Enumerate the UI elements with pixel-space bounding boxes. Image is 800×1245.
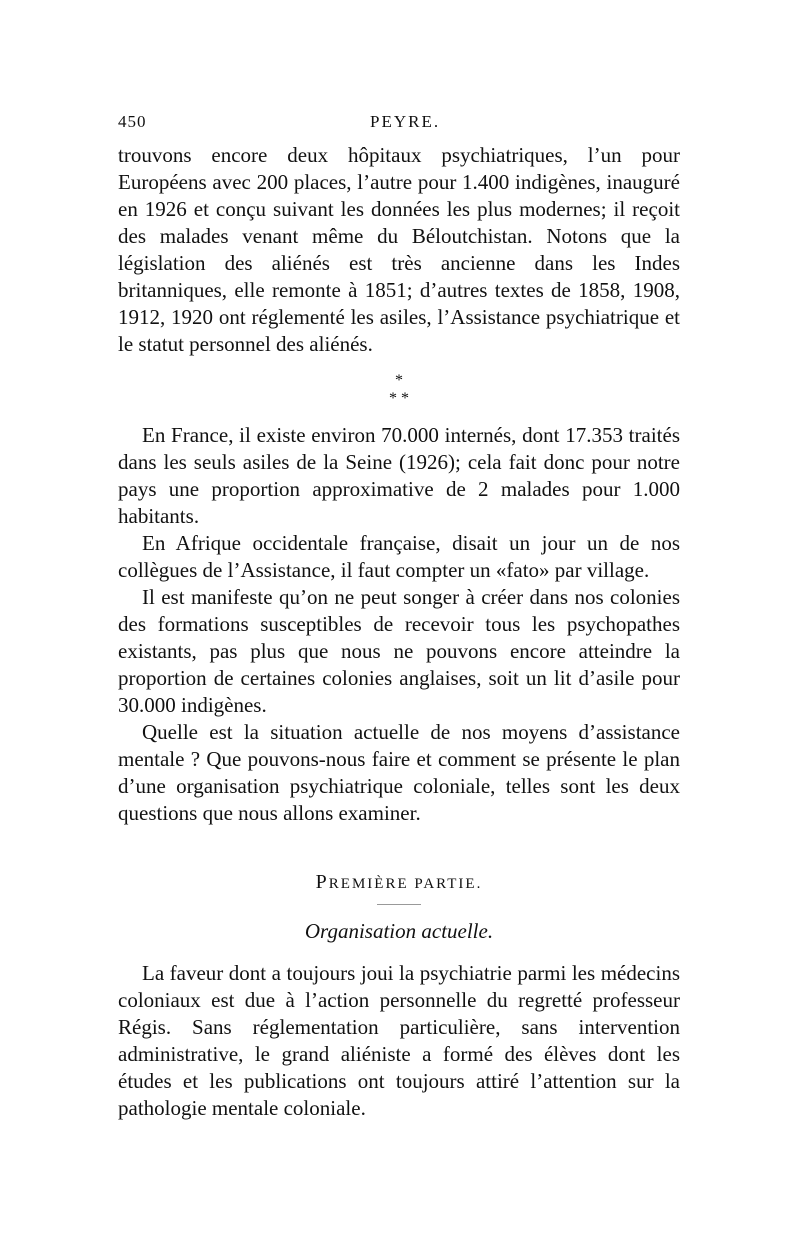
asterism-line-2: * * [389,390,409,407]
section-divider [377,904,421,905]
section-title [118,871,680,894]
paragraph-hospitals-india: trouvons encore deux hôpitaux psychiatriques, l’un pour Européens avec 200 places, l’autre pour 1.400 indigènes, inauguré en 1926 et conçu suivant les données les plus modernes; il reçoit des malades venant même du Béloutchistan. Notons que la législation des aliénés est très ancienne dans les Indes britanniques, elle remonte à 1851; d’autres textes de 1858, 1908, 1912, 1920 ont réglementé les asiles, l’Assistance psychiatrique et le statut personnel des aliénés. [118,143,680,356]
asterism-separator [118,372,680,408]
running-title: PEYRE. [370,112,441,131]
page-number: 450 [118,112,147,131]
paragraph-situation-actuelle: Quelle est la situation actuelle de nos moyens d’assistance mentale ? Que pouvons-nous faire et comment se présente le plan d’une organisation psychiatrique coloniale, telles sont les deux questions que nous allons examiner. [118,720,680,825]
running-head [118,112,680,142]
asterism-line-1: * [395,372,403,389]
paragraph-formations: Il est manifeste qu’on ne peut songer à créer dans nos colonies des formations susceptibles de recevoir tous les psychopathes existants, pas plus que nous ne pouvons encore atteindre la proportion de certaines colonies anglaises, soit un lit d’asile pour 30.000 indigènes. [118,585,680,717]
book-page [118,112,680,1122]
paragraph-psychiatrie-coloniale: La faveur dont a toujours joui la psychiatrie parmi les médecins coloniaux est due à l’action personnelle du regretté professeur Régis. Sans réglementation particulière, sans intervention administrative, le grand aliéniste a formé des élèves dont les études et les publications ont toujours attiré l’attention sur la pathologie mentale coloniale. [118,961,680,1120]
section-subtitle: Organisation actuelle. [304,919,494,943]
section-title-initial: P [315,871,329,893]
section-title-rest: REMIÈRE PARTIE. [328,876,483,892]
paragraph-france-interned: En France, il existe environ 70.000 internés, dont 17.353 traités dans les seuls asiles de la Seine (1926); cela fait donc pour notre pays une proportion approximative de 2 malades pour 1.000 habitants. [118,423,680,528]
paragraph-afrique-occidentale: En Afrique occidentale française, disait un jour un de nos collègues de l’Assistance, il faut compter un «fato» par village. [118,531,680,582]
